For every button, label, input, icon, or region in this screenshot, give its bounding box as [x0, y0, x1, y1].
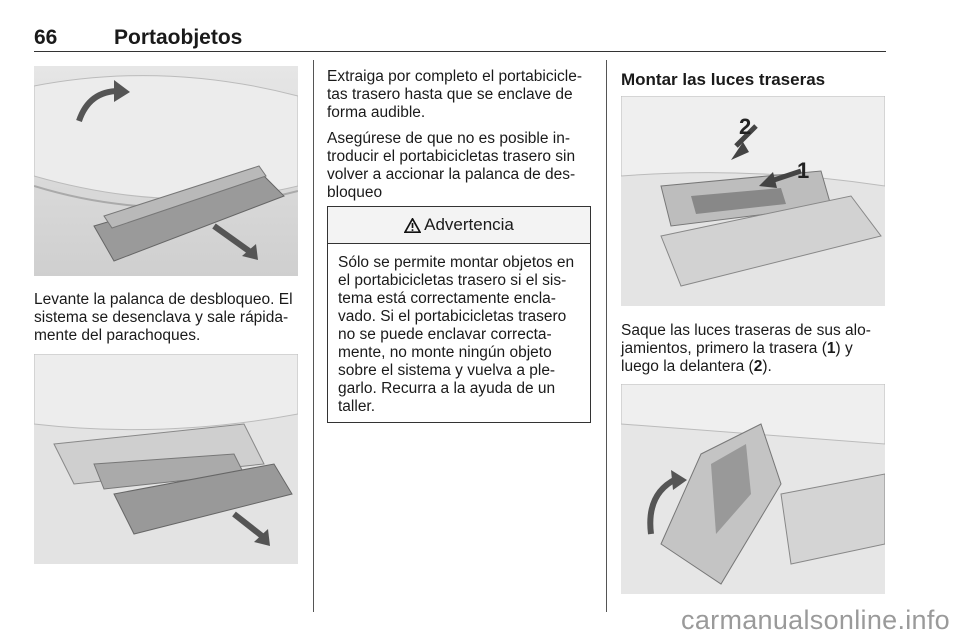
column-divider-2 [606, 60, 607, 612]
page-header [34, 20, 886, 52]
paragraph-extend-carrier: Extraiga por completo el portabicicle-tas trasero hasta que se enclave de forma audible. [327, 68, 583, 121]
header-rule [34, 51, 886, 52]
warning-title: Advertencia [424, 215, 514, 234]
warning-box [327, 206, 591, 423]
caption-release-lever [34, 291, 300, 353]
caption-tail-lights-text: Saque las luces traseras de sus alo-jamientos, primero la trasera (1) y luego la delantera (2). [621, 322, 871, 375]
figure-tail-lights [621, 96, 885, 306]
watermark: carmanualsonline.info [681, 605, 950, 635]
light-removal-illustration [621, 384, 885, 594]
figure-carrier-extended [34, 354, 298, 564]
figure-label-1: 1 [797, 158, 810, 183]
bumper-illustration [34, 66, 298, 276]
warning-body: Sólo se permite montar objetos en el portabicicletas trasero si el sis-tema está correctamente encla-vado. Si el portabicicletas trasero no se puede enclavar correcta-mente, no monte ningún objeto sobre el sistema y vuelva a ple-garlo. Recurra a la ayuda de un taller. [338, 254, 575, 415]
tail-lights-illustration [621, 96, 885, 306]
section-heading: Montar las luces traseras [621, 70, 826, 89]
figure-light-removal [621, 384, 885, 594]
caption-tail-lights [621, 322, 887, 384]
middle-paragraphs [327, 68, 592, 210]
warning-triangle-icon [404, 218, 421, 233]
figure-release-lever [34, 66, 298, 276]
page-title: Portaobjetos [114, 26, 243, 49]
caption-text: Levante la palanca de desbloqueo. El sistema se desenclava y sale rápida-mente del parachoques. [34, 291, 293, 344]
figure-label-2: 2 [739, 114, 752, 139]
paragraph-verify-lock: Asegúrese de que no es posible in-troducir el portabicicletas trasero sin volver a accionar la palanca de des-bloqueo [327, 130, 576, 201]
carrier-illustration [34, 354, 298, 564]
page-number: 66 [34, 26, 58, 49]
warning-header [328, 207, 590, 244]
column-divider-1 [313, 60, 314, 612]
